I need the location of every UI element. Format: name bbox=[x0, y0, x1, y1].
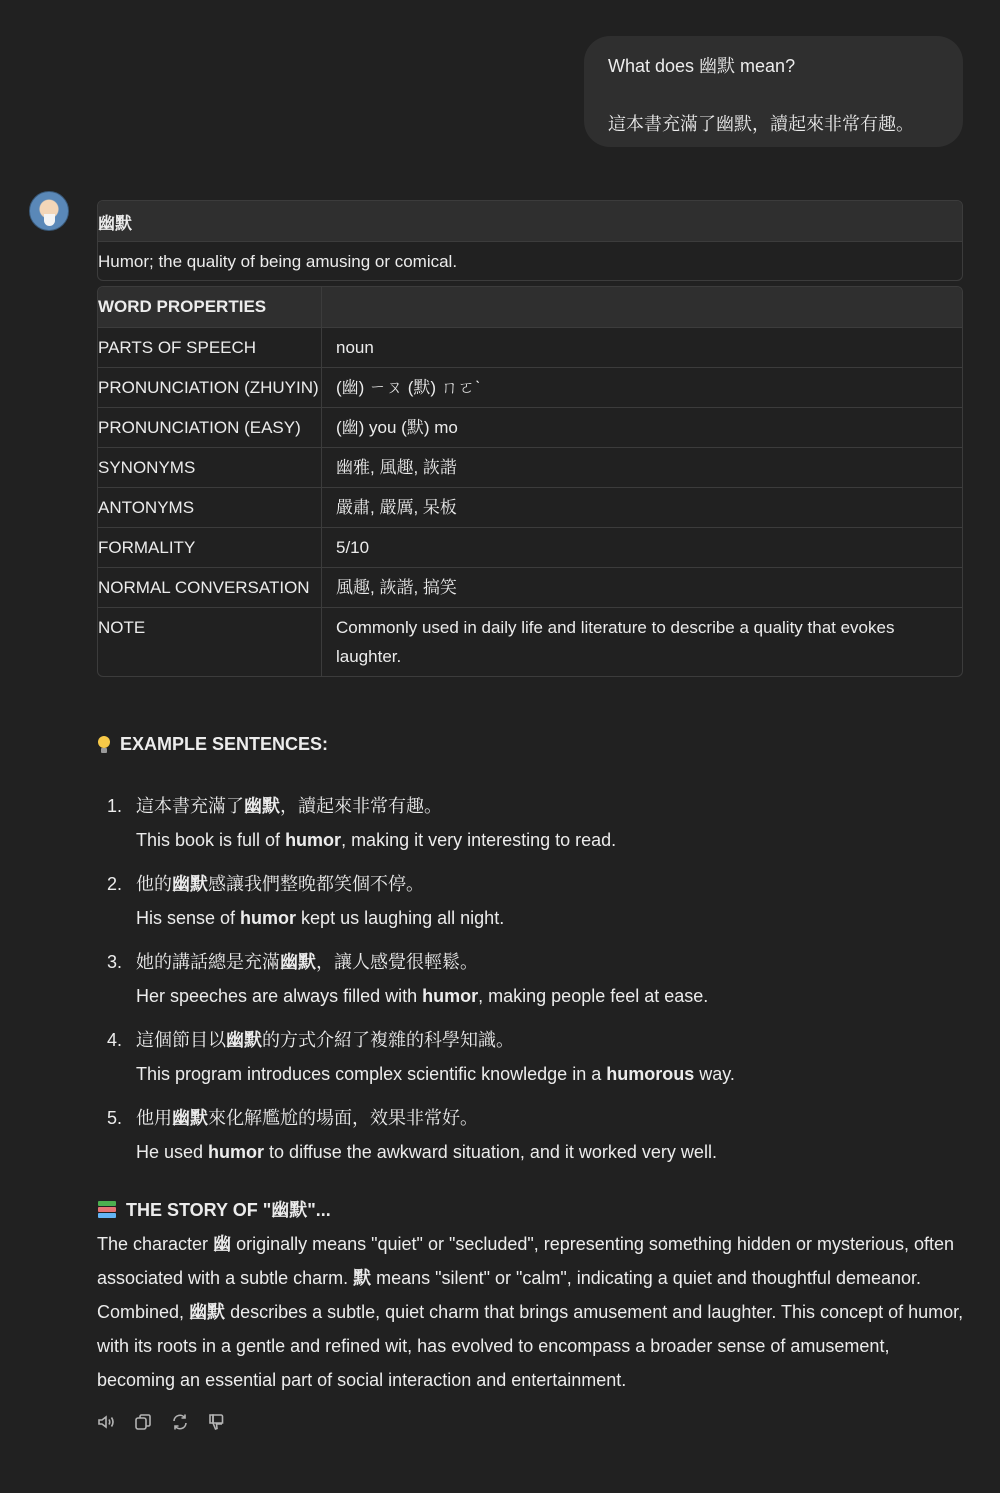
example-chinese bbox=[136, 1026, 514, 1055]
example-zh-keyword: 幽默 bbox=[226, 1030, 262, 1050]
example-zh-text: 他的 bbox=[136, 874, 172, 894]
story-word: 幽默 bbox=[189, 1302, 226, 1322]
property-row bbox=[98, 408, 962, 448]
word-properties-table bbox=[97, 286, 963, 677]
property-label: PRONUNCIATION (EASY) bbox=[98, 408, 321, 448]
story-char-you: 幽 bbox=[213, 1234, 232, 1254]
lightbulb-icon bbox=[97, 735, 111, 755]
example-number: 1. bbox=[107, 796, 123, 816]
example-zh-keyword: 幽默 bbox=[280, 952, 316, 972]
example-zh-text: 這個節目以 bbox=[136, 1030, 226, 1050]
story-title: THE STORY OF "幽默"... bbox=[126, 1200, 331, 1220]
example-english bbox=[136, 1138, 717, 1167]
example-en-keyword: humor bbox=[208, 1142, 265, 1162]
property-value: 幽雅, 風趣, 詼諧 bbox=[321, 448, 962, 488]
example-english bbox=[136, 982, 708, 1011]
properties-header-empty bbox=[321, 287, 962, 328]
property-row bbox=[98, 448, 962, 488]
story-char-mo: 默 bbox=[353, 1268, 372, 1288]
property-row bbox=[98, 368, 962, 408]
property-label: SYNONYMS bbox=[98, 448, 321, 488]
example-zh-text: 她的講話總是充滿 bbox=[136, 952, 280, 972]
example-en-keyword: humor bbox=[422, 986, 479, 1006]
example-sentences-list bbox=[107, 790, 967, 1180]
example-item bbox=[107, 1024, 967, 1102]
property-label: NOTE bbox=[98, 618, 146, 637]
read-aloud-button[interactable] bbox=[94, 1410, 118, 1434]
example-en-text: way. bbox=[694, 1064, 735, 1084]
story-text: means "silent" or "calm", indicating a quiet and thoughtful demeanor. Combined, bbox=[97, 1268, 922, 1322]
property-label: ANTONYMS bbox=[98, 488, 321, 528]
property-row bbox=[98, 488, 962, 528]
example-zh-text: 來化解尷尬的場面，效果非常好。 bbox=[208, 1108, 478, 1128]
example-zh-text: 感讓我們整晚都笑個不停。 bbox=[208, 874, 424, 894]
property-label: NORMAL CONVERSATION bbox=[98, 568, 321, 608]
example-item bbox=[107, 946, 967, 1024]
examples-title: EXAMPLE SENTENCES: bbox=[120, 734, 329, 754]
example-en-text: This book is full of bbox=[136, 830, 286, 850]
example-chinese bbox=[136, 948, 478, 977]
property-row bbox=[98, 568, 962, 608]
property-label: PRONUNCIATION (ZHUYIN) bbox=[98, 368, 321, 408]
story-text: describes a subtle, quiet charm that brings amusement and laughter. This concept of humor, with its roots in a gentle and refined wit, has evolved to encompass a broader sense of amusement, becoming an essential part of social interaction and entertainment. bbox=[97, 1302, 964, 1390]
story-paragraph bbox=[97, 1227, 967, 1397]
example-en-keyword: humorous bbox=[606, 1064, 695, 1084]
property-row bbox=[98, 528, 962, 568]
speaker-icon bbox=[96, 1412, 116, 1432]
thumbs-down-icon bbox=[207, 1412, 227, 1432]
user-message-bubble bbox=[584, 36, 963, 147]
property-row bbox=[98, 328, 962, 368]
example-zh-text: 的方式介紹了複雜的科學知識。 bbox=[262, 1030, 514, 1050]
example-zh-keyword: 幽默 bbox=[172, 874, 208, 894]
sage-avatar-icon bbox=[29, 191, 69, 231]
copy-button[interactable] bbox=[131, 1410, 155, 1434]
property-value: 5/10 bbox=[321, 528, 962, 568]
example-en-text: to diffuse the awkward situation, and it worked very well. bbox=[264, 1142, 717, 1162]
example-number: 4. bbox=[107, 1030, 123, 1050]
property-row bbox=[98, 608, 962, 676]
story-text: originally means "quiet" or "secluded", representing something hidden or mysterious, often associated with a subtle charm. bbox=[97, 1234, 955, 1288]
example-chinese bbox=[136, 792, 442, 821]
books-icon bbox=[97, 1200, 117, 1218]
story-text: The character bbox=[97, 1234, 214, 1254]
regenerate-icon bbox=[170, 1412, 190, 1432]
user-message-line-2: 這本書充滿了幽默，讀起來非常有趣。 bbox=[608, 114, 914, 134]
example-en-text: , making it very interesting to read. bbox=[341, 830, 617, 850]
example-en-text: This program introduces complex scientific knowledge in a bbox=[136, 1064, 607, 1084]
properties-header: WORD PROPERTIES bbox=[98, 287, 321, 328]
example-number: 3. bbox=[107, 952, 123, 972]
example-en-keyword: humor bbox=[285, 830, 342, 850]
example-english bbox=[136, 904, 504, 933]
example-en-text: He used bbox=[136, 1142, 209, 1162]
example-en-keyword: humor bbox=[240, 908, 297, 928]
example-item bbox=[107, 790, 967, 868]
example-zh-keyword: 幽默 bbox=[172, 1108, 208, 1128]
example-item bbox=[107, 1102, 967, 1180]
example-zh-text: 他用 bbox=[136, 1108, 172, 1128]
example-number: 2. bbox=[107, 874, 123, 894]
example-en-text: , making people feel at ease. bbox=[478, 986, 709, 1006]
example-en-text: kept us laughing all night. bbox=[296, 908, 505, 928]
example-zh-keyword: 幽默 bbox=[244, 796, 280, 816]
examples-heading bbox=[97, 734, 328, 755]
thumbs-down-button[interactable] bbox=[205, 1410, 229, 1434]
property-value: noun bbox=[321, 328, 962, 368]
example-chinese bbox=[136, 1104, 478, 1133]
property-label: FORMALITY bbox=[98, 528, 321, 568]
property-label: PARTS OF SPEECH bbox=[98, 328, 321, 368]
property-value: 嚴肅, 嚴厲, 呆板 bbox=[321, 488, 962, 528]
word-card bbox=[97, 200, 963, 281]
story-heading bbox=[97, 1196, 331, 1222]
example-english bbox=[136, 826, 616, 855]
example-zh-text: 這本書充滿了 bbox=[136, 796, 244, 816]
example-english bbox=[136, 1060, 735, 1089]
property-value: Commonly used in daily life and literature to describe a quality that evokes laughter. bbox=[321, 608, 962, 676]
word-title: 幽默 bbox=[98, 201, 962, 242]
example-en-text: His sense of bbox=[136, 908, 241, 928]
word-definition: Humor; the quality of being amusing or comical. bbox=[98, 251, 458, 271]
property-value: (幽) ㄧㄡ (默) ㄇㄛˋ bbox=[321, 368, 962, 408]
example-en-text: Her speeches are always filled with bbox=[136, 986, 423, 1006]
example-chinese bbox=[136, 870, 424, 899]
example-zh-text: ，讓人感覺很輕鬆。 bbox=[316, 952, 478, 972]
message-actions-toolbar bbox=[94, 1410, 229, 1434]
regenerate-button[interactable] bbox=[168, 1410, 192, 1434]
example-zh-text: ，讀起來非常有趣。 bbox=[280, 796, 442, 816]
property-value: 風趣, 詼諧, 搞笑 bbox=[321, 568, 962, 608]
user-message-line-1: What does 幽默 mean? bbox=[608, 56, 796, 76]
example-item bbox=[107, 868, 967, 946]
example-number: 5. bbox=[107, 1108, 123, 1128]
copy-icon bbox=[133, 1412, 153, 1432]
property-value: (幽) you (默) mo bbox=[321, 408, 962, 448]
